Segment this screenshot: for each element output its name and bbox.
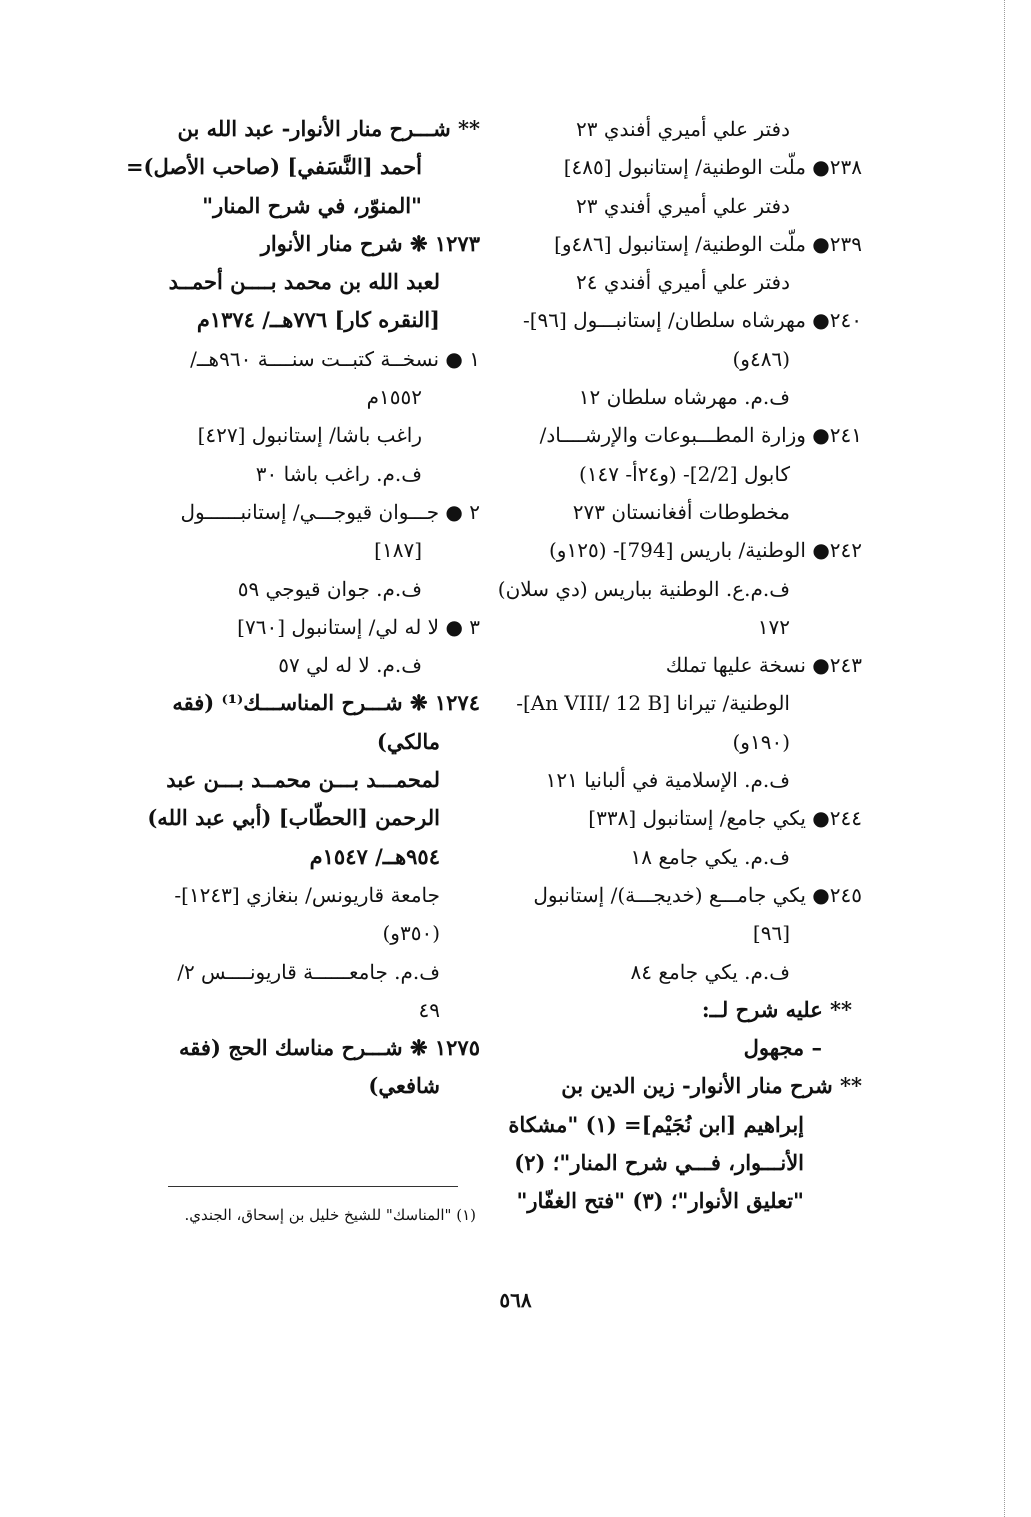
cross-reference-line: الأنـــوار، فـــي شرح المنار"؛ (٢) <box>514 1150 804 1176</box>
entry-title: ١٢٧٣ ❋ شرح منار الأنوار <box>260 230 480 256</box>
entry-line: ٢٣٩● ملّت الوطنية/ إستانبول [٤٨٦و] <box>554 231 862 256</box>
commentary-heading: ** عليه شرح لــ: <box>701 996 852 1022</box>
footnote-divider <box>168 1186 458 1187</box>
cross-reference-line: أحمد [النَّسَفي] (صاحب الأصل)= <box>125 154 422 180</box>
cross-reference-heading: ** شرح منار الأنوار- زين الدين بن <box>561 1073 862 1099</box>
text-line: راغب باشا/ إستانبول [٤٢٧] <box>197 423 422 448</box>
page-number: ٥٦٨ <box>499 1288 532 1312</box>
text-line: (١٩٠و) <box>732 729 790 754</box>
manuscript-line: ٢ ● جـــوان قيوجـــي/ إستانبــــــول <box>180 499 480 524</box>
text-line: ف.م. الإسلامية في ألبانيا ١٢١ <box>545 768 790 793</box>
text-line: [١٨٧] <box>374 538 422 563</box>
entry-line: ٢٤٣● نسخة عليها تملك <box>665 653 862 678</box>
text-line: مخطوطات أفغانستان ٢٧٣ <box>572 499 790 524</box>
entry-title-continued: مالكي) <box>376 728 440 754</box>
entry-title: ١٢٧٥ ❋ شـــرح مناسك الحج (فقه <box>179 1035 480 1061</box>
cross-reference-line: إبراهيم [ابن نُجَيْم]= (١) "مشكاة <box>508 1111 804 1137</box>
text-line: ١٥٥٢م <box>366 385 422 410</box>
entry-line: ٢٤٤● يكي جامع/ إستانبول [٣٣٨] <box>588 806 862 831</box>
cross-reference-line: "المنوّر، في شرح المنار" <box>202 192 422 218</box>
text-line: دفتر علي أميري أفندي ٢٣ <box>576 117 790 141</box>
right-column <box>497 110 862 1221</box>
entry-line: ٢٤٠● مهرشاه سلطان/ إستانبـــول [٩٦]- <box>522 308 862 333</box>
entry-author: الرحمن [الحطّاب] (أبي عبد الله) <box>147 805 440 831</box>
text-line: جامعة قاريونس/ بنغازي [١٢٤٣]- <box>174 882 440 907</box>
text-line: ف.م. جوان قيوجي ٥٩ <box>237 576 422 601</box>
text-line: ف.م. جامعــــــة قاريونــــس ٢/ <box>177 959 440 984</box>
entry-author-date: [النقره كار] ٧٧٦هــ/ ١٣٧٤م <box>196 307 440 333</box>
text-line: دفتر علي أميري أفندي ٢٣ <box>576 193 790 218</box>
text-line: ف.م. يكي جامع ٨٤ <box>630 959 790 984</box>
entry-line: ٢٤٥● يكي جامـــع (خديجـــة)/ إستانبول <box>533 882 862 907</box>
text-line: الوطنية/ تيرانا [An VIII/ 12 B]- <box>516 691 790 716</box>
text-line: ف.م. يكي جامع ١٨ <box>630 844 790 869</box>
text-line: ف.م. لا له لي ٥٧ <box>278 653 422 678</box>
entry-author: لعبد الله بن محمد بــــن أحمــد <box>168 269 440 295</box>
entry-line: ٢٤١● وزارة المطـــبوعات والإرشــــاد/ <box>539 423 862 448</box>
text-line: ف.م.ع. الوطنية بباريس (دي سلان) <box>497 576 790 601</box>
text-line: ٤٩ <box>418 997 440 1022</box>
entry-title: ١٢٧٤ ❋ شـــرح المناســـك⁽¹⁾ (فقه <box>172 690 480 716</box>
text-line: دفتر علي أميري أفندي ٢٤ <box>576 270 790 295</box>
cross-reference-line: "تعليق الأنوار"؛ (٣) "فتح الغفّار" <box>516 1188 804 1214</box>
text-line: ١٧٢ <box>757 614 790 639</box>
text-line: ف.م. مهرشاه سلطان ١٢ <box>578 385 790 410</box>
entry-author-date: ٩٥٤هــ/ ١٥٤٧م <box>309 843 440 869</box>
footnote: (١) "المناسك" للشيخ خليل بن إسحاق، الجندي. <box>184 1206 476 1224</box>
manuscript-line: ١ ● نسخــة كتبــت سنــــة ٩٦٠هــ/ <box>190 346 480 371</box>
text-line: كابول [2/2]- (و٢٤أ- ١٤٧) <box>579 461 790 486</box>
text-line: (٤٨٦و) <box>732 346 790 371</box>
entry-line: ٢٤٢● الوطنية/ باريس [794]- (١٢٥و) <box>549 538 862 563</box>
entry-author: لمحمـــد بـــن محمــد بـــن عبد <box>166 767 440 793</box>
text-line: (٣٥٠و) <box>382 921 440 946</box>
entry-line: ٢٣٨● ملّت الوطنية/ إستانبول [٤٨٥] <box>563 155 862 180</box>
cross-reference-heading: ** شـــرح منار الأنوار- عبد الله بن <box>177 116 480 141</box>
manuscript-line: ٣ ● لا له لي/ إستانبول [٧٦٠] <box>237 614 480 639</box>
left-column <box>125 110 480 1106</box>
text-line: [٩٦] <box>752 921 790 946</box>
commentary-author: – مجهول <box>743 1035 822 1061</box>
text-line: ف.م. راغب باشا ٣٠ <box>255 461 422 486</box>
entry-title-continued: شافعي) <box>368 1073 440 1099</box>
